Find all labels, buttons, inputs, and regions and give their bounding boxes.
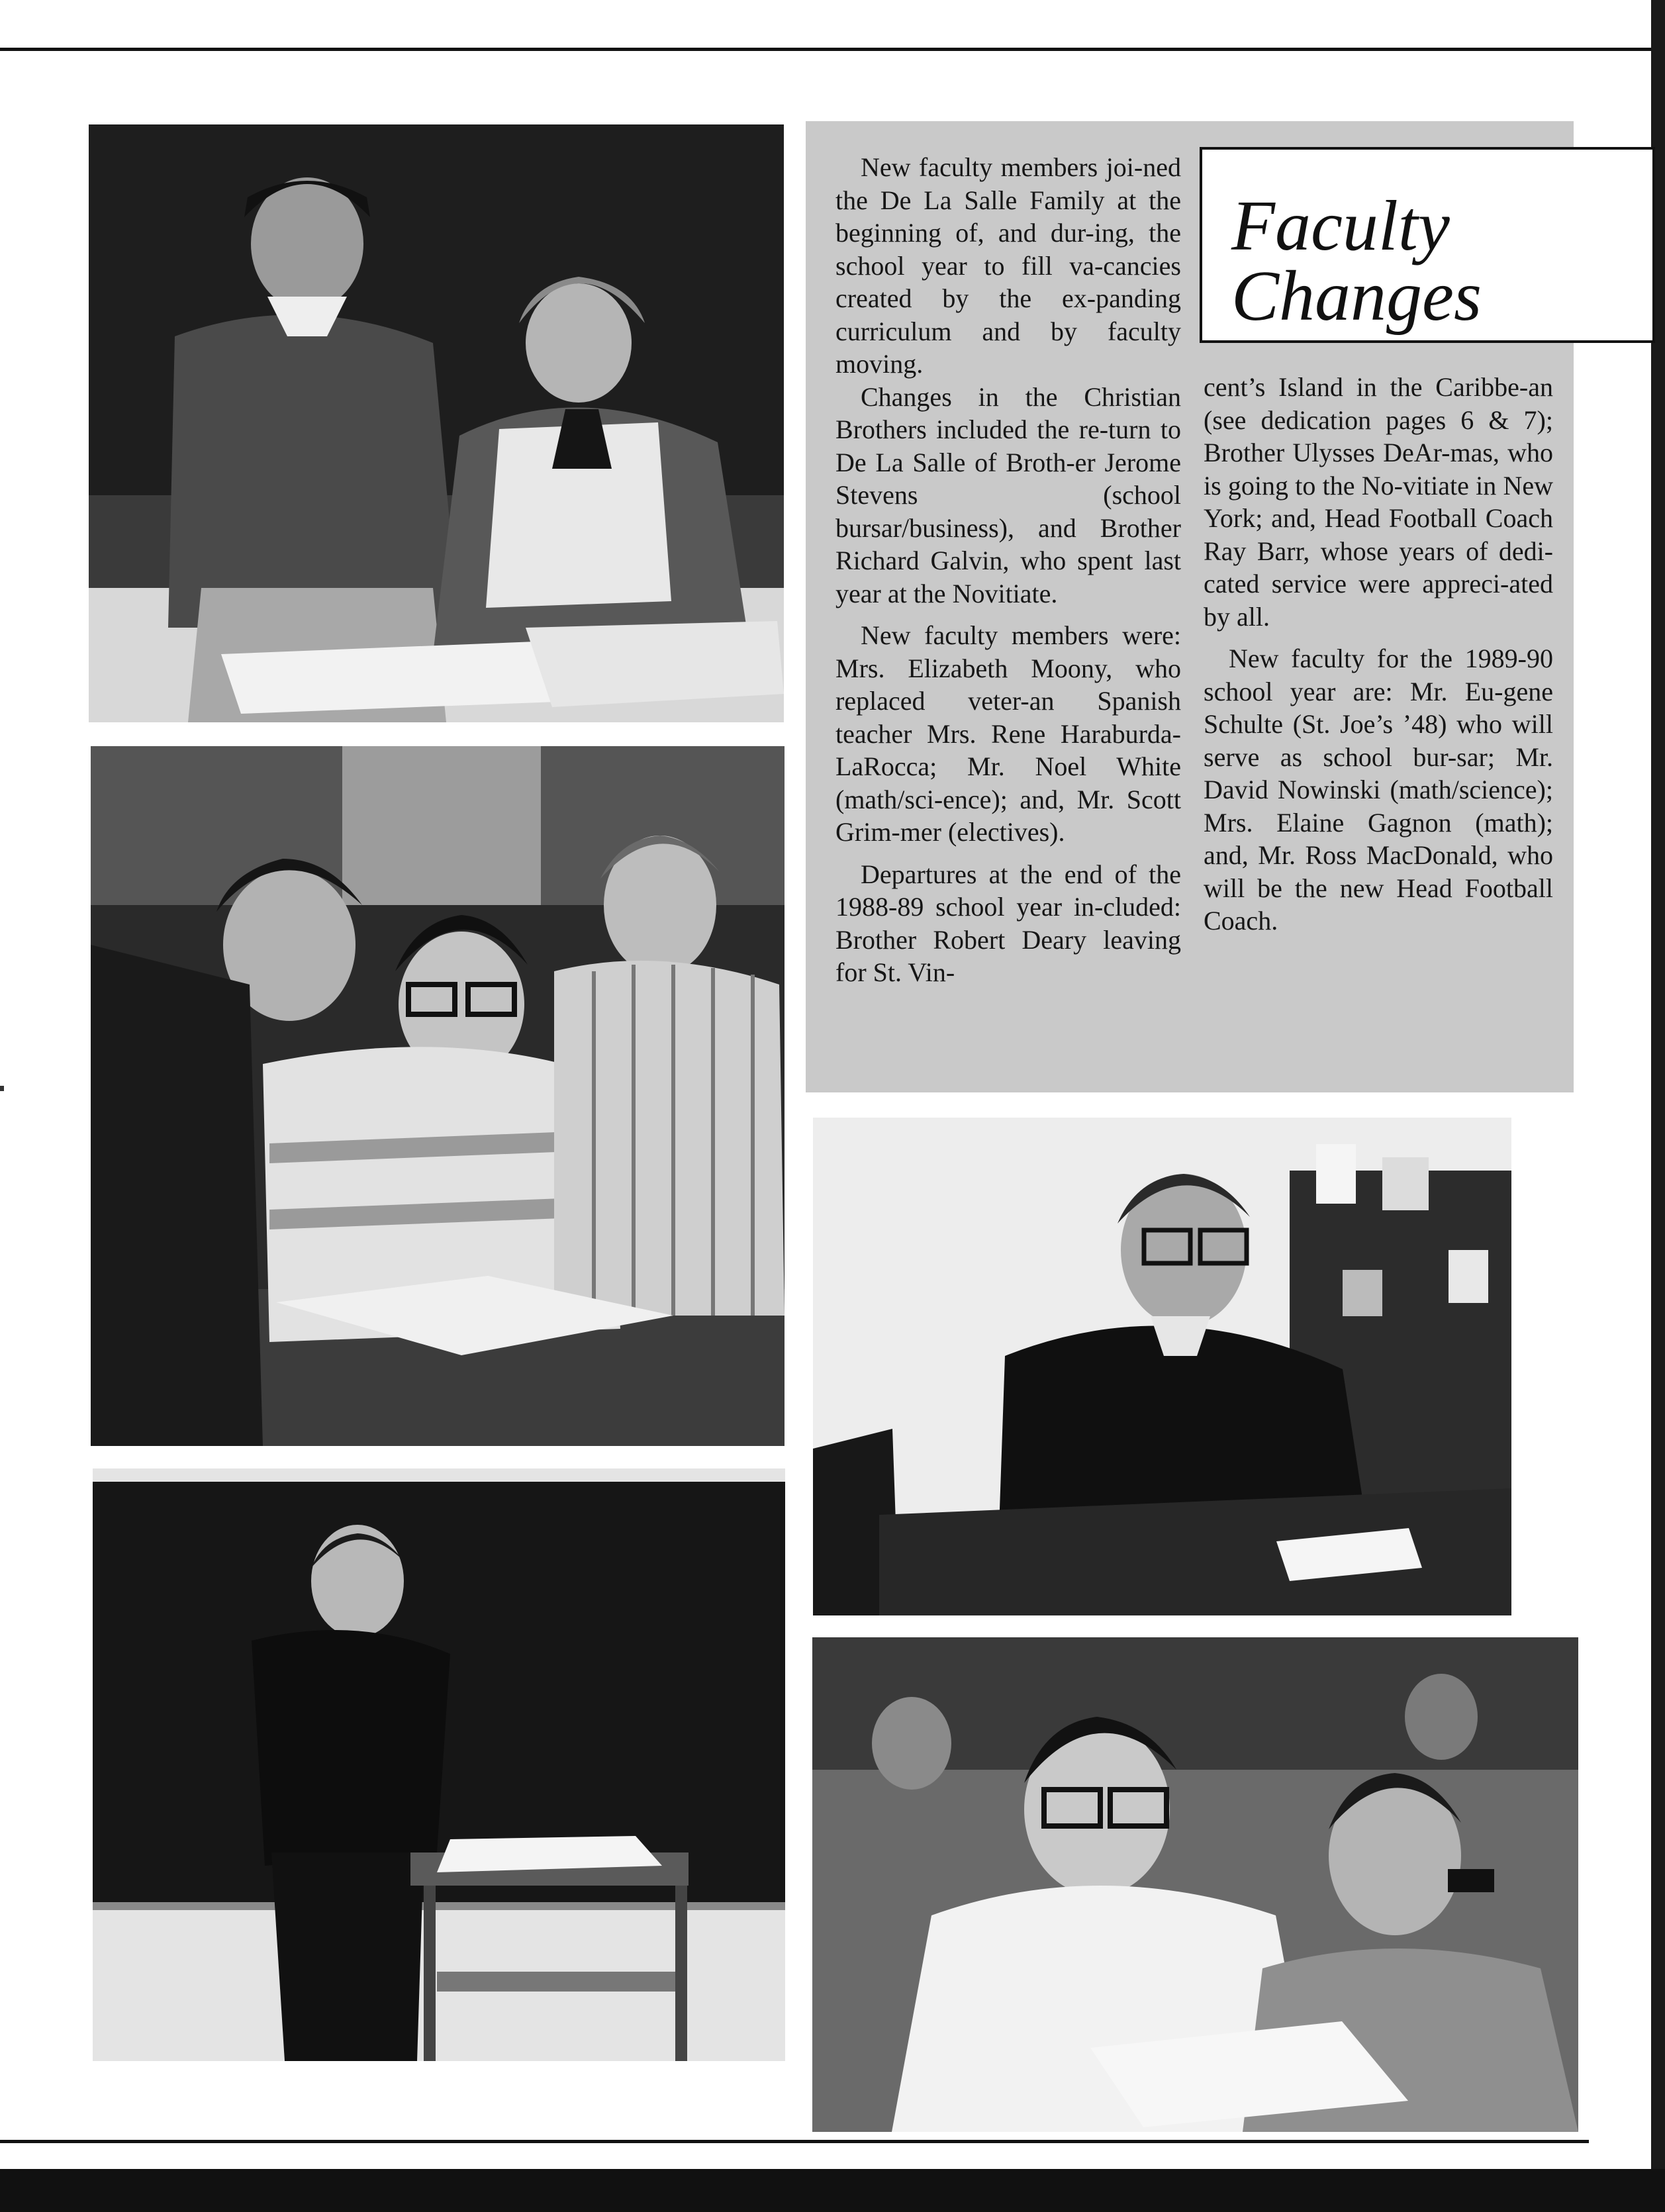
photo-student-and-teacher xyxy=(89,124,784,722)
article-paragraph: New faculty members were: Mrs. Elizabeth Moony, who replaced veter-an Spanish teacher Mrs. Rene Haraburda-LaRocca; Mr. Noel White (math/sci-ence); and, Mr. Scott Grim-mer (electives). xyxy=(835,620,1181,847)
photo-two-students-studying xyxy=(812,1637,1578,2132)
article-paragraph: New faculty for the 1989-90 school year are: Mr. Eu-gene Schulte (St. Joe’s ’48) who will serve as school bur-sar; Mr. David Nowinski (math/science); Mrs. Elaine Gagnon (math); and, Mr. Ross MacDonald, who will be the new Head Football Coach. xyxy=(1204,644,1553,936)
bottom-rule xyxy=(0,2140,1589,2143)
article-paragraph: cent’s Island in the Caribbe-an (see dedication pages 6 & 7); Brother Ulysses DeAr-mas, who is going to the No-vitiate in New York; and, Head Football Coach Ray Barr, whose years of dedi-cated service were appreci-ated by all. xyxy=(1204,372,1553,632)
article-title-line-1: Faculty xyxy=(1231,187,1450,265)
article-paragraph: New faculty members joi-ned the De La Salle Family at the beginning of, and dur-ing, the school year to fill va-cancies created by the ex-panding curriculum and by faculty moving. xyxy=(835,152,1181,379)
photo-brother-at-desk xyxy=(813,1118,1511,1615)
article-title-box xyxy=(1200,147,1655,343)
article-column-right xyxy=(1204,371,1553,938)
page-bottom-band xyxy=(0,2169,1665,2212)
article-column-left xyxy=(835,151,1181,989)
photo-teacher-at-chalkboard xyxy=(93,1468,785,2061)
article-paragraph: Departures at the end of the 1988-89 school year in-cluded: Brother Robert Deary leaving for St. Vin- xyxy=(835,859,1181,987)
article-title-line-2: Changes xyxy=(1231,257,1482,336)
photo-three-students-with-book xyxy=(91,746,785,1446)
article-paragraph: Changes in the Christian Brothers included the re-turn to De La Salle of Broth-er Jerome Stevens (school bursar/business), and Brother Richard Galvin, who spent last year at the Novitiate. xyxy=(835,381,1181,608)
top-rule xyxy=(0,48,1665,51)
scan-mark xyxy=(0,1086,4,1091)
